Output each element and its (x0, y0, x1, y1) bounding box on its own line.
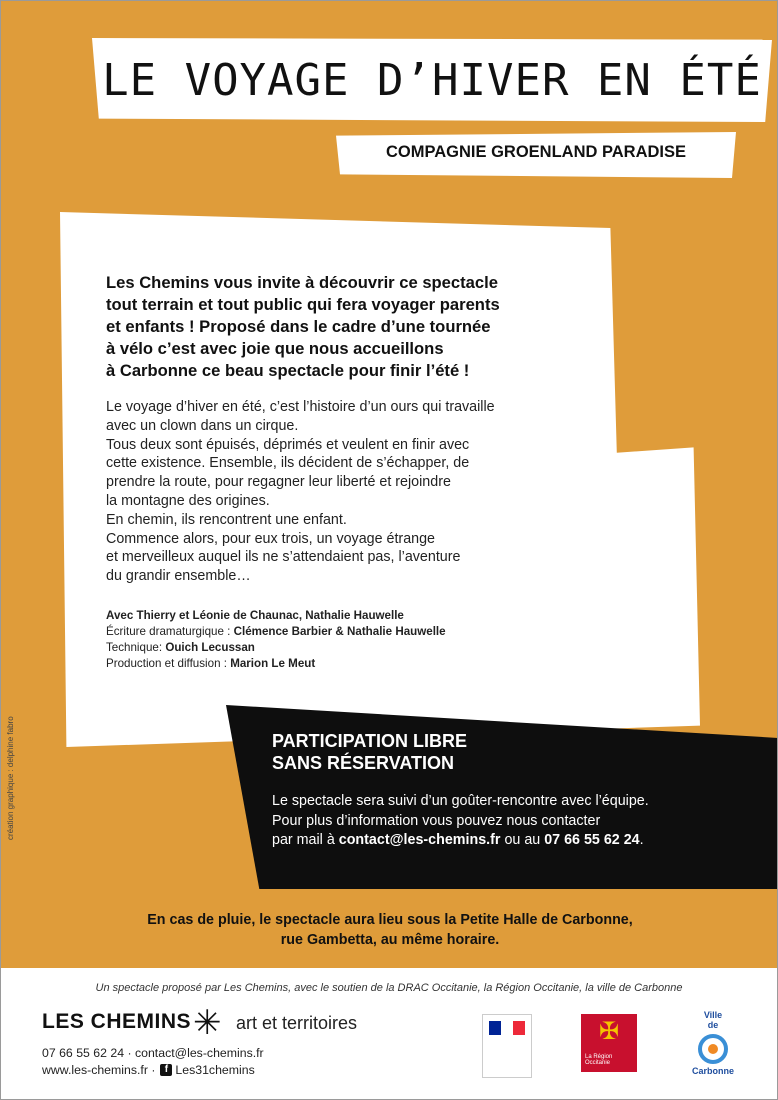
facebook-handle[interactable]: Les31chemins (175, 1063, 255, 1077)
participation-contact-line (272, 831, 752, 851)
participation-title-line2: SANS RÉSERVATION (272, 753, 455, 773)
story-line: du grandir ensemble… (106, 568, 251, 585)
story-paragraph (106, 398, 606, 586)
republique-francaise-logo (482, 1014, 532, 1078)
intro-paragraph (106, 272, 626, 382)
participation-line: Pour plus d’information vous pouvez nous contacter (272, 812, 601, 829)
participation-title-line1: PARTICIPATION LIBRE (272, 731, 467, 751)
intro-line: à Carbonne ce beau spectacle pour finir l’été ! (106, 361, 470, 380)
story-line: cette existence. Ensemble, ils décident de s’échapper, de (106, 455, 470, 472)
website-link[interactable]: www.les-chemins.fr · (42, 1063, 156, 1077)
participation-line: Le spectacle sera suivi d’un goûter-rencontre avec l’équipe. (272, 793, 649, 809)
prod-label: Production et diffusion : (106, 657, 231, 670)
story-line: Commence alors, pour eux trois, un voyage étrange (106, 530, 436, 547)
support-line: Un spectacle proposé par Les Chemins, avec le soutien de la DRAC Occitanie, la Région Occitanie, la ville de Carbonne (95, 982, 683, 994)
graphic-design-credit: création graphique : delphine fabro (6, 716, 15, 840)
carbonne-top-line2: de (707, 1020, 719, 1030)
facebook-icon: f (160, 1064, 172, 1076)
poster-title: LE VOYAGE D’HIVER EN ÉTÉ (102, 55, 762, 106)
occitanie-label: La Région Occitanie (585, 1054, 613, 1066)
carbonne-logo (692, 1010, 734, 1078)
carbonne-name: Carbonne (692, 1066, 735, 1076)
footer-contact: 07 66 55 62 24 · contact@les-chemins.fr (42, 1046, 264, 1060)
phone-number[interactable]: 07 66 55 62 24 (544, 832, 640, 848)
prod-value: Marion Le Meut (230, 657, 316, 670)
occitanie-logo (581, 1014, 637, 1072)
contact-suffix: . (639, 832, 644, 848)
les-chemins-logo: LES CHEMINS (42, 1010, 192, 1033)
story-line: avec un clown dans un cirque. (106, 417, 299, 434)
story-line: En chemin, ils rencontrent une enfant. (106, 511, 347, 528)
tech-value: Ouich Lecussan (165, 641, 255, 654)
story-line: prendre la route, pour regagner leur liberté et rejoindre (106, 474, 451, 491)
credits (106, 608, 626, 672)
contact-mid: ou au (500, 832, 545, 848)
story-line: et merveilleux auquel ils ne s’attendaient pas, l’aventure (106, 549, 461, 566)
rain-line: rue Gambetta, au même horaire. (280, 932, 500, 948)
star-icon: ✳ (193, 1004, 222, 1042)
tagline: art et territoires (236, 1013, 358, 1033)
footer-web (42, 1063, 255, 1077)
french-flag-icon (489, 1021, 525, 1035)
intro-line: et enfants ! Proposé dans le cadre d’une tournée (106, 317, 491, 336)
cast-line: Avec Thierry et Léonie de Chaunac, Nathalie Hauwelle (106, 609, 404, 622)
email-link[interactable]: contact@les-chemins.fr (338, 832, 501, 848)
participation-title (272, 730, 467, 774)
tech-label: Technique: (106, 641, 166, 654)
story-line: la montagne des origines. (106, 492, 270, 509)
contact-prefix: par mail à (272, 832, 339, 848)
occitan-cross-icon: ✠ (598, 1018, 620, 1045)
participation-text (272, 792, 752, 851)
intro-line: Les Chemins vous invite à découvrir ce spectacle (106, 273, 498, 292)
rain-notice (40, 910, 740, 950)
story-line: Le voyage d’hiver en été, c’est l’histoire d’un ours qui travaille (106, 399, 495, 415)
carbonne-dot-icon (708, 1044, 718, 1054)
company-name: COMPAGNIE GROENLAND PARADISE (385, 143, 687, 161)
intro-line: tout terrain et tout public qui fera voyager parents (106, 295, 500, 314)
rain-line: En cas de pluie, le spectacle aura lieu sous la Petite Halle de Carbonne, (147, 912, 633, 928)
story-line: Tous deux sont épuisés, déprimés et veulent en finir avec (106, 436, 470, 453)
carbonne-top-line1: Ville (703, 1010, 723, 1020)
writing-label: Écriture dramaturgique : (106, 625, 234, 638)
writing-value: Clémence Barbier & Nathalie Hauwelle (233, 625, 446, 638)
intro-line: à vélo c’est avec joie que nous accueillons (106, 339, 444, 358)
